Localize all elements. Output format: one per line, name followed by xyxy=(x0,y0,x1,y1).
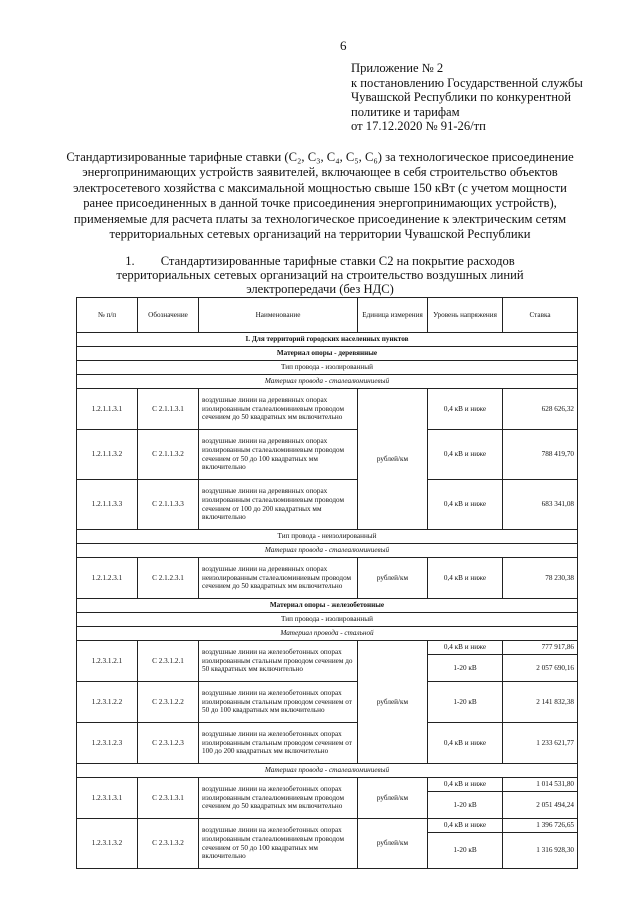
cell-name: воздушные линии на деревянных опорах изолированным сталеалюминиевым проводом сечением от 100 до 200 квадратных мм включительно xyxy=(199,480,358,530)
title-line: Стандартизированные тарифные ставки (С₂, С₃, С₄, С₅, С₆) за технологическое присоединение xyxy=(66,150,574,164)
table-row xyxy=(77,682,578,723)
cell-code: С 2.3.1.2.2 xyxy=(138,682,199,723)
col-header-unit: Единица измерения xyxy=(358,298,428,333)
cell-number: 1.2.3.1.2.2 xyxy=(77,682,138,723)
cell-number: 1.2.3.1.2.1 xyxy=(77,641,138,682)
cell-code: С 2.1.2.3.1 xyxy=(138,558,199,599)
cell-rate: 2 051 494,24 xyxy=(503,792,578,819)
cell-unit: рублей/км xyxy=(358,558,428,599)
group-row: Тип провода - изолированный xyxy=(77,613,578,627)
cell-rate: 1 233 621,77 xyxy=(503,723,578,764)
cell-code: С 2.3.1.2.3 xyxy=(138,723,199,764)
cell-voltage: 0,4 кВ и ниже xyxy=(428,778,503,792)
col-header-number: № п/п xyxy=(77,298,138,333)
cell-rate: 1 396 726,65 xyxy=(503,819,578,833)
cell-rate: 78 230,38 xyxy=(503,558,578,599)
cell-rate: 1 316 928,30 xyxy=(503,833,578,869)
table-row xyxy=(77,558,578,599)
cell-unit: рублей/км xyxy=(358,778,428,819)
cell-voltage: 1-20 кВ xyxy=(428,833,503,869)
cell-rate: 683 341,08 xyxy=(503,480,578,530)
cell-code: С 2.1.1.3.2 xyxy=(138,430,199,480)
cell-voltage: 0,4 кВ и ниже xyxy=(428,723,503,764)
cell-name: воздушные линии на железобетонных опорах изолированным стальным проводом сечением от 50 до 100 квадратных мм включительно xyxy=(199,682,358,723)
table-header-row xyxy=(77,298,578,333)
title-line: энергопринимающих устройств заявителей, включающее в себя строительство объектов xyxy=(82,165,558,180)
cell-number: 1.2.1.1.3.1 xyxy=(77,389,138,430)
table-row xyxy=(77,480,578,530)
appendix-line: от 17.12.2020 № 91-26/тп xyxy=(351,119,486,134)
cell-voltage: 1-20 кВ xyxy=(428,682,503,723)
cell-voltage: 0,4 кВ и ниже xyxy=(428,430,503,480)
table-row xyxy=(77,389,578,430)
cell-number: 1.2.1.1.3.3 xyxy=(77,480,138,530)
cell-name: воздушные линии на железобетонных опорах изолированным стальным проводом сечением до 50 квадратных мм включительно xyxy=(199,641,358,682)
cell-code: С 2.1.1.3.1 xyxy=(138,389,199,430)
cell-voltage: 0,4 кВ и ниже xyxy=(428,558,503,599)
cell-unit: рублей/км xyxy=(358,389,428,530)
cell-rate: 2 141 832,38 xyxy=(503,682,578,723)
cell-voltage: 0,4 кВ и ниже xyxy=(428,641,503,655)
cell-code: С 2.3.1.3.1 xyxy=(138,778,199,819)
page-number: 6 xyxy=(340,38,347,53)
appendix-line: политике и тарифам xyxy=(351,104,460,119)
cell-code: С 2.1.1.3.3 xyxy=(138,480,199,530)
cell-name: воздушные линии на железобетонных опорах изолированным сталеалюминиевым проводом сечением от 50 до 100 квадратных мм включительно xyxy=(199,819,358,869)
cell-code: С 2.3.1.3.2 xyxy=(138,819,199,869)
cell-number: 1.2.1.1.3.2 xyxy=(77,430,138,480)
tariff-table xyxy=(76,297,578,869)
appendix-line: к постановлению Государственной службы xyxy=(351,75,583,90)
title-line: ранее присоединенных в данной точке присоединения энергопринимающих устройств), xyxy=(83,196,557,211)
cell-rate: 628 626,32 xyxy=(503,389,578,430)
section-line: электропередачи (без НДС) xyxy=(246,282,394,297)
table-row xyxy=(77,778,578,792)
appendix-line: Чувашской Республики по конкурентной xyxy=(351,90,571,105)
cell-rate: 2 057 690,16 xyxy=(503,655,578,682)
cell-voltage: 0,4 кВ и ниже xyxy=(428,389,503,430)
cell-name: воздушные линии на железобетонных опорах изолированным стальным проводом сечением от 100 до 200 квадратных мм включительно xyxy=(199,723,358,764)
cell-name: воздушные линии на деревянных опорах изолированным сталеалюминиевым проводом сечением от 50 до 100 квадратных мм включительно xyxy=(199,430,358,480)
group-row: Тип провода - неизолированный xyxy=(77,530,578,544)
appendix-header xyxy=(351,61,583,134)
title-line: электросетевого хозяйства с максимальной мощностью свыше 150 кВт (с учетом мощности xyxy=(73,180,567,195)
document-title xyxy=(40,150,600,242)
table-row xyxy=(77,723,578,764)
col-header-name: Наименование xyxy=(199,298,358,333)
col-header-voltage: Уровень напряжения xyxy=(428,298,503,333)
cell-code: С 2.3.1.2.1 xyxy=(138,641,199,682)
group-row: Материал провода - сталеалюминиевый xyxy=(77,375,578,389)
title-line: территориальных сетевых организаций на территории Чувашской Республики xyxy=(109,227,531,242)
cell-unit: рублей/км xyxy=(358,819,428,869)
cell-voltage: 1-20 кВ xyxy=(428,792,503,819)
cell-name: воздушные линии на деревянных опорах неизолированным сталеалюминиевым проводом сечением до 50 квадратных мм включительно xyxy=(199,558,358,599)
appendix-line: Приложение № 2 xyxy=(351,61,444,75)
cell-voltage: 0,4 кВ и ниже xyxy=(428,819,503,833)
cell-voltage: 1-20 кВ xyxy=(428,655,503,682)
cell-rate: 777 917,86 xyxy=(503,641,578,655)
cell-name: воздушные линии на деревянных опорах изолированным сталеалюминиевым проводом сечением до 50 квадратных мм включительно xyxy=(199,389,358,430)
section-number: 1. xyxy=(125,254,135,268)
section-line: Стандартизированные тарифные ставки С2 на покрытие расходов xyxy=(160,254,515,268)
group-row: Тип провода - изолированный xyxy=(77,361,578,375)
section-line: территориальных сетевых организаций на строительство воздушных линий xyxy=(116,268,524,283)
cell-number: 1.2.3.1.3.2 xyxy=(77,819,138,869)
cell-rate: 1 014 531,80 xyxy=(503,778,578,792)
group-row: Материал провода - стальной xyxy=(77,627,578,641)
group-row: Материал опоры - железобетонные xyxy=(77,599,578,613)
cell-voltage: 0,4 кВ и ниже xyxy=(428,480,503,530)
cell-number: 1.2.3.1.3.1 xyxy=(77,778,138,819)
group-row: Материал провода - сталеалюминиевый xyxy=(77,544,578,558)
table-row xyxy=(77,641,578,655)
group-row: Материал опоры - деревянные xyxy=(77,347,578,361)
cell-number: 1.2.1.2.3.1 xyxy=(77,558,138,599)
section-title xyxy=(90,254,550,297)
table-row xyxy=(77,819,578,833)
cell-rate: 788 419,70 xyxy=(503,430,578,480)
group-row: I. Для территорий городских населенных пунктов xyxy=(77,333,578,347)
title-line: применяемые для расчета платы за технологическое присоединение к электрическим сетям xyxy=(73,211,567,226)
col-header-code: Обозначение xyxy=(138,298,199,333)
cell-unit: рублей/км xyxy=(358,641,428,764)
cell-number: 1.2.3.1.2.3 xyxy=(77,723,138,764)
col-header-rate: Ставка xyxy=(503,298,578,333)
table-row xyxy=(77,430,578,480)
cell-name: воздушные линии на железобетонных опорах изолированным сталеалюминиевым проводом сечением до 50 квадратных мм включительно xyxy=(199,778,358,819)
group-row: Материал провода - сталеалюминиевый xyxy=(77,764,578,778)
